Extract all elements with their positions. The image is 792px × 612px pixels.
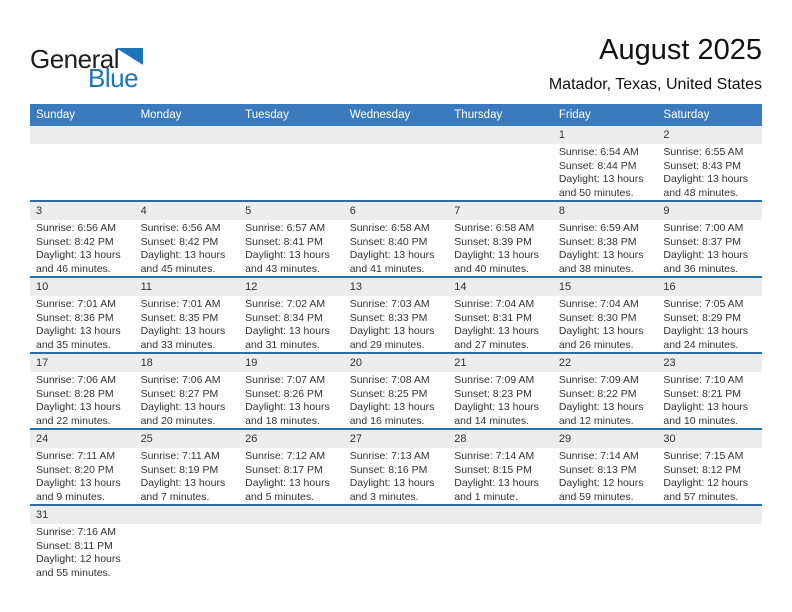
day-number-empty [135,506,240,524]
daylight2-text: and 10 minutes. [663,414,739,427]
day-number-17: 17 [36,357,49,369]
daylight2-text: and 45 minutes. [140,262,216,275]
sunrise-text: Sunrise: 7:09 AM [454,374,535,386]
sunset-text: Sunset: 8:39 PM [454,235,532,248]
daylight2-text: and 55 minutes. [36,566,111,579]
daylight2-text: and 29 minutes. [349,338,425,351]
day-details-empty [135,524,240,580]
sunset-text: Sunset: 8:38 PM [558,235,637,248]
daylight2-text: and 3 minutes. [349,490,419,503]
day-details-14 [448,296,553,352]
day-details-24 [30,448,135,504]
sunset-text: Sunset: 8:31 PM [454,311,532,324]
day-content-band [30,220,762,276]
day-details-empty [239,524,344,580]
day-number-29: 29 [558,433,572,445]
day-details-18 [135,372,240,428]
daylight2-text: and 26 minutes. [558,338,634,351]
weekday-header-monday: Monday [140,109,182,121]
daylight1-text: Daylight: 13 hours [349,477,435,489]
day-details-empty [448,524,553,580]
day-number-3: 3 [36,205,43,217]
day-number-25: 25 [140,433,153,445]
daylight1-text: Daylight: 12 hours [558,477,644,489]
day-details-4 [135,220,240,276]
daylight1-text: Daylight: 13 hours [349,401,435,413]
daylight1-text: Daylight: 13 hours [454,477,539,489]
day-details-29 [553,448,658,504]
sunset-text: Sunset: 8:41 PM [245,235,323,248]
day-content-band [30,372,762,428]
sunrise-text: Sunrise: 7:15 AM [663,450,744,462]
sunrise-text: Sunrise: 7:11 AM [36,450,116,462]
day-details-empty [553,524,658,580]
sunset-text: Sunset: 8:22 PM [558,387,637,400]
sunrise-text: Sunrise: 7:04 AM [558,298,639,310]
sunset-text: Sunset: 8:19 PM [140,463,219,476]
day-details-20 [344,372,449,428]
header-titles [549,34,762,94]
sunrise-text: Sunrise: 6:57 AM [245,222,326,234]
sunrise-text: Sunrise: 7:13 AM [349,450,430,462]
calendar-table [30,104,762,580]
day-details-28 [448,448,553,504]
day-details-12 [239,296,344,352]
daylight2-text: and 9 minutes. [36,490,105,503]
daylight1-text: Daylight: 13 hours [140,325,226,337]
sunrise-text: Sunrise: 7:09 AM [558,374,639,386]
sunrise-text: Sunrise: 7:01 AM [140,298,221,310]
sunset-text: Sunset: 8:42 PM [140,235,219,248]
day-details-1 [553,144,658,200]
day-number-30: 30 [663,433,676,445]
sunrise-text: Sunrise: 7:00 AM [663,222,744,234]
daylight1-text: Daylight: 12 hours [663,477,749,489]
daylight2-text: and 46 minutes. [36,262,111,275]
daylight1-text: Daylight: 13 hours [663,325,749,337]
sunset-text: Sunset: 8:42 PM [36,235,114,248]
day-number-9: 9 [663,205,670,217]
logo-text-blue: Blue [88,63,139,93]
day-number-empty [239,506,344,524]
daylight1-text: Daylight: 13 hours [140,249,226,261]
day-details-empty [239,144,344,200]
day-number-empty [344,126,449,144]
sunrise-text: Sunrise: 7:07 AM [245,374,326,386]
daylight2-text: and 31 minutes. [245,338,320,351]
day-number-15: 15 [558,281,572,293]
day-number-empty [448,126,553,144]
day-details-23 [657,372,762,428]
daylight1-text: Daylight: 13 hours [663,173,749,185]
day-number-22: 22 [558,357,572,369]
sunrise-text: Sunrise: 6:54 AM [558,146,639,158]
sunrise-text: Sunrise: 6:58 AM [349,222,430,234]
day-number-empty [553,506,658,524]
sunset-text: Sunset: 8:23 PM [454,387,532,400]
weekday-header-thursday: Thursday [454,109,503,121]
daylight2-text: and 24 minutes. [663,338,739,351]
day-details-25 [135,448,240,504]
sunrise-text: Sunrise: 7:03 AM [349,298,430,310]
daylight1-text: Daylight: 13 hours [245,325,330,337]
day-number-6: 6 [349,205,356,217]
day-number-20: 20 [349,357,362,369]
daylight1-text: Daylight: 13 hours [349,325,435,337]
sunset-text: Sunset: 8:37 PM [663,235,742,248]
day-number-10: 10 [36,281,49,293]
daylight2-text: and 7 minutes. [140,490,210,503]
sunset-text: Sunset: 8:36 PM [36,311,114,324]
day-number-27: 27 [349,433,362,445]
weekday-header-saturday: Saturday [663,109,710,121]
daylight2-text: and 1 minute. [454,490,518,503]
day-number-28: 28 [454,433,467,445]
daylight1-text: Daylight: 13 hours [245,477,330,489]
daylight2-text: and 41 minutes. [349,262,425,275]
day-number-14: 14 [454,281,467,293]
daylight2-text: and 43 minutes. [245,262,320,275]
day-details-15 [553,296,658,352]
day-number-band [30,354,762,372]
calendar-weeks [30,126,762,580]
day-number-band [30,430,762,448]
sunrise-text: Sunrise: 6:56 AM [36,222,116,234]
weekday-header-friday: Friday [558,109,591,121]
weekday-header-wednesday: Wednesday [349,109,411,121]
daylight2-text: and 40 minutes. [454,262,529,275]
sunrise-text: Sunrise: 7:08 AM [349,374,430,386]
day-number-31: 31 [36,509,49,521]
day-details-2 [657,144,762,200]
sunset-text: Sunset: 8:28 PM [36,387,114,400]
sunrise-text: Sunrise: 6:59 AM [558,222,639,234]
day-details-16 [657,296,762,352]
sunrise-text: Sunrise: 7:02 AM [245,298,326,310]
day-details-22 [553,372,658,428]
day-number-26: 26 [245,433,258,445]
day-number-band [30,278,762,296]
sunset-text: Sunset: 8:15 PM [454,463,532,476]
sunrise-text: Sunrise: 6:55 AM [663,146,744,158]
sunrise-text: Sunrise: 7:14 AM [558,450,639,462]
day-details-empty [344,144,449,200]
sunset-text: Sunset: 8:11 PM [36,539,113,552]
day-number-12: 12 [245,281,258,293]
sunset-text: Sunset: 8:33 PM [349,311,428,324]
sunrise-text: Sunrise: 7:06 AM [140,374,221,386]
day-content-band [30,524,762,580]
location-subtitle: Matador, Texas, United States [548,76,762,93]
day-number-band [30,202,762,220]
day-number-band [30,506,762,524]
general-blue-logo [30,44,150,92]
day-details-19 [239,372,344,428]
sunset-text: Sunset: 8:26 PM [245,387,323,400]
daylight1-text: Daylight: 13 hours [36,325,121,337]
day-number-21: 21 [454,357,467,369]
sunset-text: Sunset: 8:20 PM [36,463,114,476]
day-number-8: 8 [558,205,565,217]
day-number-4: 4 [140,205,147,217]
day-details-13 [344,296,449,352]
daylight2-text: and 33 minutes. [140,338,216,351]
daylight1-text: Daylight: 13 hours [558,401,644,413]
sunset-text: Sunset: 8:25 PM [349,387,428,400]
day-number-18: 18 [140,357,153,369]
day-details-30 [657,448,762,504]
sunset-text: Sunset: 8:12 PM [663,463,742,476]
daylight2-text: and 22 minutes. [36,414,111,427]
week-row-6 [30,504,762,580]
sunset-text: Sunset: 8:29 PM [663,311,742,324]
daylight2-text: and 38 minutes. [558,262,634,275]
day-details-27 [344,448,449,504]
day-details-17 [30,372,135,428]
day-details-empty [448,144,553,200]
sunrise-text: Sunrise: 7:04 AM [454,298,535,310]
daylight1-text: Daylight: 13 hours [245,401,330,413]
daylight2-text: and 16 minutes. [349,414,425,427]
daylight2-text: and 14 minutes. [454,414,529,427]
sunset-text: Sunset: 8:43 PM [663,159,742,172]
sunset-text: Sunset: 8:17 PM [245,463,323,476]
sunrise-text: Sunrise: 7:11 AM [140,450,220,462]
weekday-header-row [30,104,762,126]
sunset-text: Sunset: 8:30 PM [558,311,637,324]
sunset-text: Sunset: 8:21 PM [663,387,742,400]
day-number-empty [135,126,240,144]
day-details-empty [30,144,135,200]
day-content-band [30,144,762,200]
day-details-6 [344,220,449,276]
daylight1-text: Daylight: 13 hours [36,401,121,413]
daylight2-text: and 50 minutes. [558,186,634,199]
day-number-13: 13 [349,281,362,293]
daylight2-text: and 5 minutes. [245,490,315,503]
sunrise-text: Sunrise: 6:56 AM [140,222,221,234]
sunset-text: Sunset: 8:35 PM [140,311,219,324]
day-details-empty [135,144,240,200]
daylight1-text: Daylight: 13 hours [140,477,226,489]
daylight2-text: and 35 minutes. [36,338,111,351]
day-number-11: 11 [140,281,152,293]
sunrise-text: Sunrise: 7:10 AM [663,374,744,386]
weekday-header-sunday: Sunday [36,109,76,121]
daylight1-text: Daylight: 12 hours [36,553,121,565]
day-details-8 [553,220,658,276]
daylight2-text: and 18 minutes. [245,414,320,427]
sunrise-text: Sunrise: 6:58 AM [454,222,535,234]
daylight1-text: Daylight: 13 hours [454,325,539,337]
daylight2-text: and 12 minutes. [558,414,634,427]
day-details-31 [30,524,135,580]
day-details-11 [135,296,240,352]
day-details-5 [239,220,344,276]
week-row-3 [30,276,762,352]
daylight1-text: Daylight: 13 hours [454,249,539,261]
weekday-header-tuesday: Tuesday [245,109,289,121]
daylight1-text: Daylight: 13 hours [558,249,644,261]
day-number-empty [657,506,762,524]
day-number-2: 2 [663,129,670,141]
day-number-1: 1 [558,129,565,141]
sunrise-text: Sunrise: 7:12 AM [245,450,326,462]
day-number-7: 7 [454,205,461,217]
daylight1-text: Daylight: 13 hours [663,401,749,413]
sunrise-text: Sunrise: 7:06 AM [36,374,116,386]
day-details-26 [239,448,344,504]
daylight2-text: and 59 minutes. [558,490,634,503]
daylight1-text: Daylight: 13 hours [36,477,121,489]
day-content-band [30,296,762,352]
sunrise-text: Sunrise: 7:05 AM [663,298,744,310]
week-row-1 [30,126,762,200]
week-row-2 [30,200,762,276]
day-details-7 [448,220,553,276]
day-content-band [30,448,762,504]
day-details-10 [30,296,135,352]
daylight1-text: Daylight: 13 hours [558,173,644,185]
day-number-empty [239,126,344,144]
daylight1-text: Daylight: 13 hours [663,249,749,261]
sunset-text: Sunset: 8:44 PM [558,159,637,172]
day-number-empty [344,506,449,524]
sunset-text: Sunset: 8:13 PM [558,463,637,476]
day-number-empty [30,126,135,144]
sunrise-text: Sunrise: 7:16 AM [36,526,116,538]
daylight2-text: and 48 minutes. [663,186,739,199]
daylight1-text: Daylight: 13 hours [245,249,330,261]
daylight2-text: and 36 minutes. [663,262,739,275]
day-details-21 [448,372,553,428]
daylight1-text: Daylight: 13 hours [140,401,226,413]
page-title: August 2025 [599,34,762,66]
daylight2-text: and 27 minutes. [454,338,529,351]
logo-text-general: General [30,44,119,74]
sunset-text: Sunset: 8:34 PM [245,311,323,324]
daylight1-text: Daylight: 13 hours [36,249,121,261]
daylight1-text: Daylight: 13 hours [454,401,539,413]
daylight1-text: Daylight: 13 hours [558,325,644,337]
daylight2-text: and 57 minutes. [663,490,739,503]
sunrise-text: Sunrise: 7:14 AM [454,450,535,462]
daylight2-text: and 20 minutes. [140,414,216,427]
daylight1-text: Daylight: 13 hours [349,249,435,261]
day-number-24: 24 [36,433,49,445]
day-number-23: 23 [663,357,676,369]
day-number-5: 5 [245,205,252,217]
day-details-empty [657,524,762,580]
day-details-9 [657,220,762,276]
week-row-5 [30,428,762,504]
day-number-19: 19 [245,357,258,369]
day-number-empty [448,506,553,524]
day-number-16: 16 [663,281,676,293]
sunrise-text: Sunrise: 7:01 AM [36,298,116,310]
sunset-text: Sunset: 8:40 PM [349,235,428,248]
sunset-text: Sunset: 8:16 PM [349,463,428,476]
week-row-4 [30,352,762,428]
day-details-3 [30,220,135,276]
sunset-text: Sunset: 8:27 PM [140,387,219,400]
day-details-empty [344,524,449,580]
day-number-band [30,126,762,144]
